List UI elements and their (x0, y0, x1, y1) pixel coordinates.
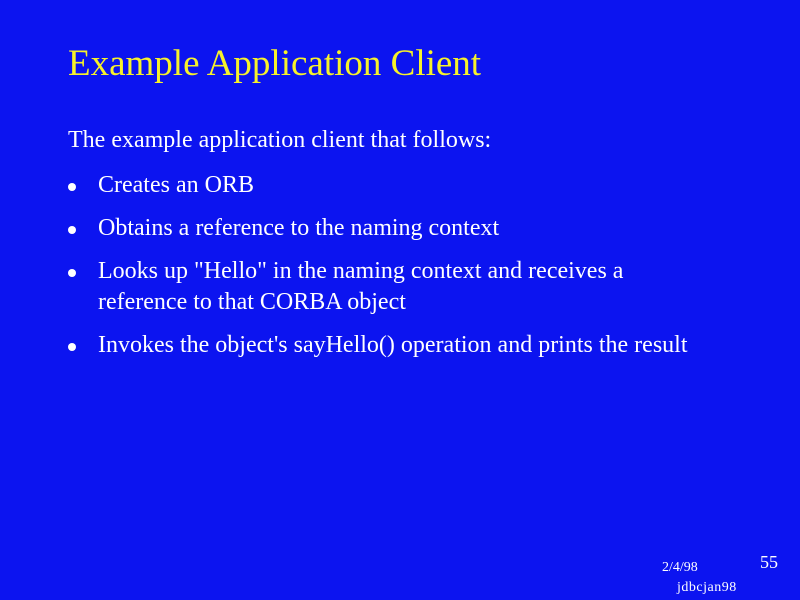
slide-title: Example Application Client (68, 43, 482, 84)
intro-text: The example application client that follows: (68, 127, 492, 153)
bullet-icon (68, 183, 76, 191)
bullet-text: Looks up "Hello" in the naming context and receives a reference to that CORBA object (98, 258, 624, 315)
bullet-icon (68, 226, 76, 234)
bullet-icon (68, 269, 76, 277)
bullet-icon (68, 343, 76, 351)
footer-id: jdbcjan98 (677, 580, 737, 595)
bullet-text: Obtains a reference to the naming context (98, 215, 500, 241)
page-number: 55 (760, 552, 778, 572)
bullet-text: Creates an ORB (98, 172, 254, 198)
footer-date: 2/4/98 (662, 560, 698, 575)
bullet-text: Invokes the object's sayHello() operation and prints the result (98, 332, 688, 358)
